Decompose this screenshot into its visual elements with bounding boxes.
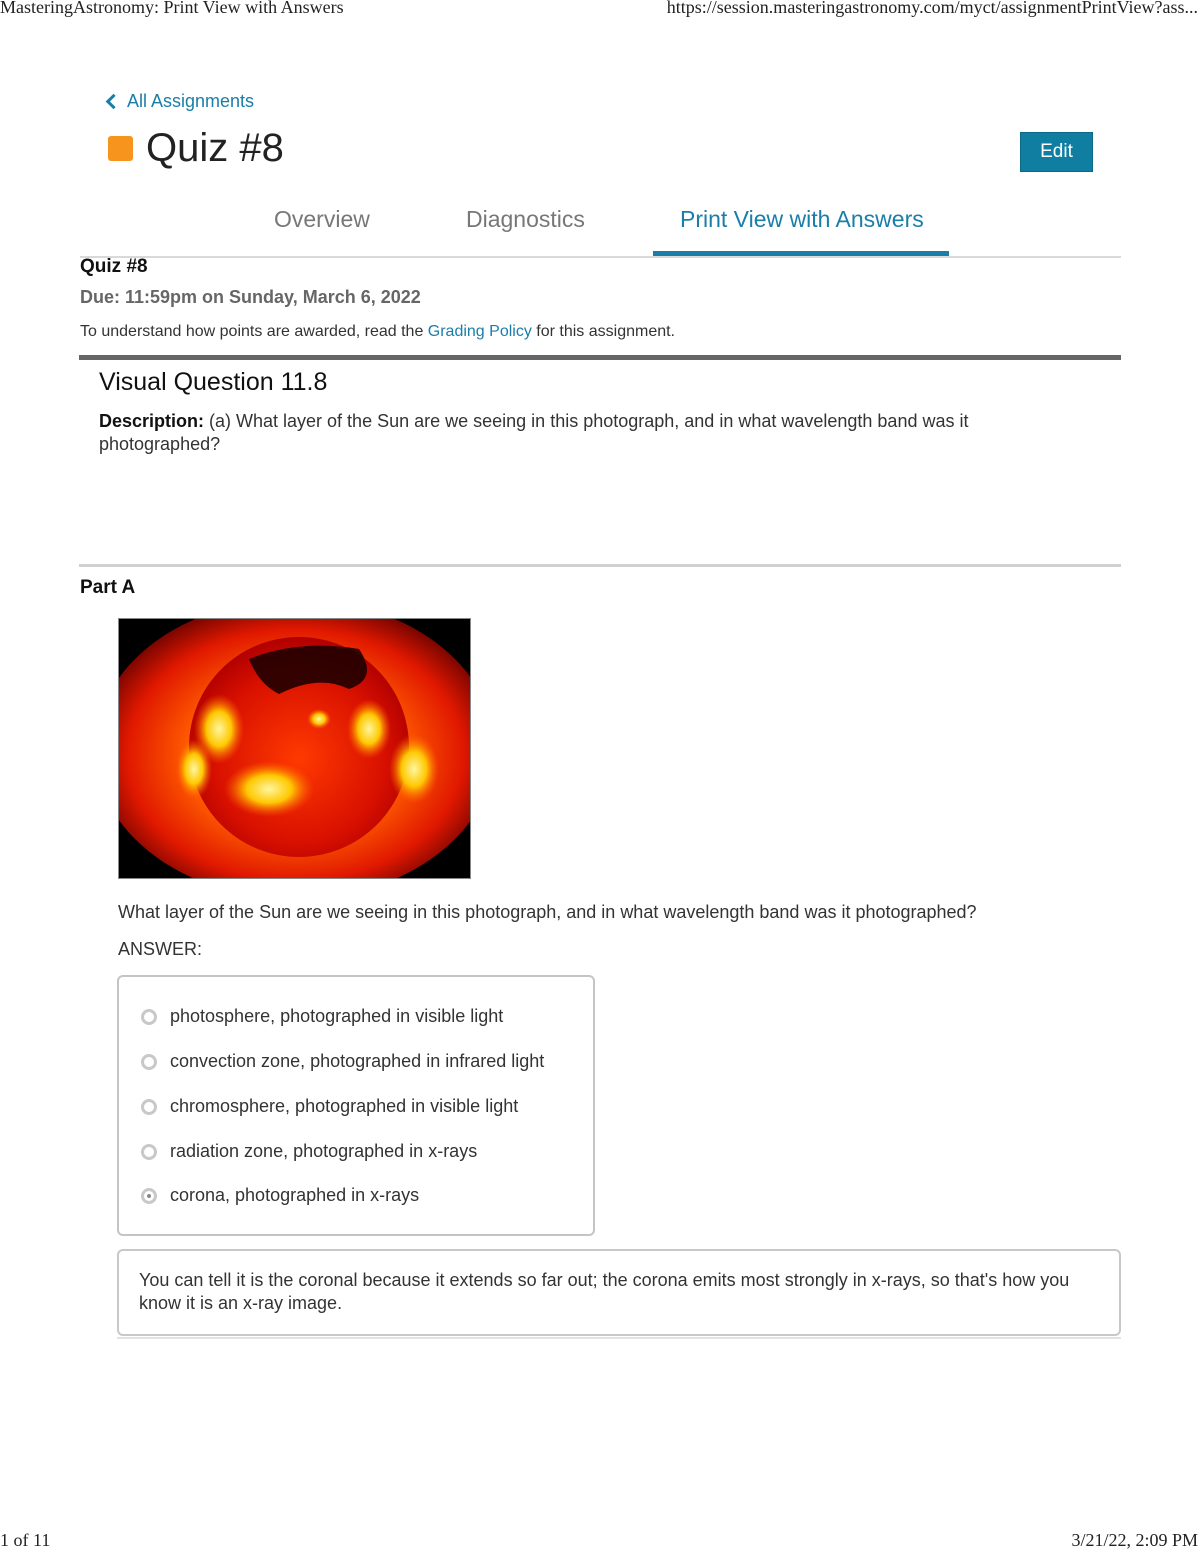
radio-unchecked-icon[interactable] bbox=[141, 1144, 157, 1160]
print-header-url: https://session.masteringastronomy.com/myct/assignmentPrintView?ass... bbox=[666, 0, 1198, 17]
points-note-before: To understand how points are awarded, read the bbox=[80, 323, 428, 340]
option-label: chromosphere, photographed in visible light bbox=[170, 1096, 519, 1116]
tab-diagnostics[interactable]: Diagnostics bbox=[466, 206, 585, 232]
tab-print-view-with-answers[interactable]: Print View with Answers bbox=[680, 206, 924, 232]
radio-unchecked-icon[interactable] bbox=[141, 1054, 157, 1070]
answer-options bbox=[117, 975, 595, 1236]
question-title: Visual Question 11.8 bbox=[99, 368, 328, 396]
radio-checked-icon[interactable] bbox=[141, 1188, 157, 1204]
print-page-count: 1 of 11 bbox=[0, 1530, 51, 1550]
edit-button[interactable]: Edit bbox=[1020, 132, 1093, 172]
section-divider bbox=[79, 355, 1121, 360]
points-note-after: for this assignment. bbox=[531, 323, 675, 340]
active-tab-indicator bbox=[653, 251, 949, 256]
all-assignments-label: All Assignments bbox=[127, 91, 255, 111]
points-note bbox=[80, 323, 675, 341]
radio-unchecked-icon[interactable] bbox=[141, 1009, 157, 1025]
due-date: Due: 11:59pm on Sunday, March 6, 2022 bbox=[80, 287, 421, 307]
grading-policy-link[interactable]: Grading Policy bbox=[427, 323, 532, 340]
description-text: (a) What layer of the Sun are we seeing in this photograph, and in what wavelength band was it photographed? bbox=[99, 411, 969, 454]
option-radiation-zone[interactable] bbox=[141, 1141, 477, 1162]
tab-bar bbox=[80, 198, 1121, 258]
option-chromosphere[interactable] bbox=[141, 1096, 518, 1117]
bottom-divider bbox=[117, 1337, 1121, 1339]
option-label: convection zone, photographed in infrared light bbox=[170, 1051, 545, 1071]
option-label: radiation zone, photographed in x-rays bbox=[170, 1141, 478, 1161]
print-timestamp: 3/21/22, 2:09 PM bbox=[1071, 1530, 1198, 1550]
all-assignments-link[interactable] bbox=[108, 91, 254, 112]
assignment-name: Quiz #8 bbox=[80, 256, 148, 277]
status-square-icon bbox=[108, 136, 133, 161]
part-divider bbox=[79, 564, 1121, 567]
answer-label: ANSWER: bbox=[118, 939, 203, 959]
radio-unchecked-icon[interactable] bbox=[141, 1099, 157, 1115]
option-label: corona, photographed in x-rays bbox=[170, 1185, 420, 1205]
option-convection-zone[interactable] bbox=[141, 1051, 544, 1072]
question-description bbox=[99, 410, 1019, 456]
chevron-left-icon bbox=[106, 93, 122, 109]
question-prompt: What layer of the Sun are we seeing in this photograph, and in what wavelength band was it photographed? bbox=[118, 902, 977, 922]
sun-xray-image bbox=[118, 618, 471, 879]
part-a-label: Part A bbox=[80, 577, 136, 598]
option-photosphere[interactable] bbox=[141, 1006, 503, 1027]
option-label: photosphere, photographed in visible light bbox=[170, 1006, 504, 1026]
print-header-title: MasteringAstronomy: Print View with Answers bbox=[0, 0, 344, 17]
title-row bbox=[108, 126, 284, 171]
option-corona[interactable] bbox=[141, 1185, 419, 1206]
page-title: Quiz #8 bbox=[146, 126, 284, 170]
answer-explanation: You can tell it is the coronal because it extends so far out; the corona emits most strongly in x-rays, so that's how you know it is an x-ray image. bbox=[117, 1249, 1121, 1336]
tab-overview[interactable]: Overview bbox=[274, 206, 370, 232]
description-label: Description: bbox=[99, 411, 205, 431]
